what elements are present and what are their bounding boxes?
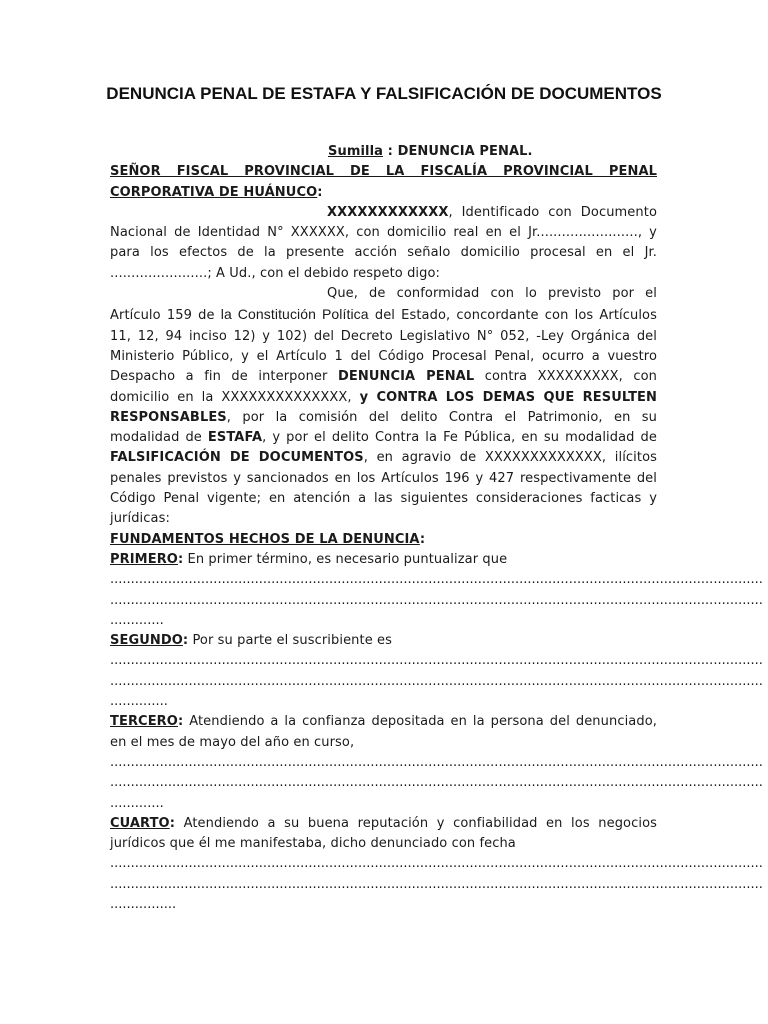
item-label: TERCERO [110,714,178,730]
item-text: SEGUNDO: Por su parte el suscribiente es [110,633,393,649]
item-label: PRIMERO [110,551,178,567]
falsificacion-emphasis: FALSIFICACIÓN DE DOCUMENTOS [110,450,364,466]
document-body [110,142,763,915]
fill-dots: .............................................................................................................................................................. [110,876,763,892]
item-text: PRIMERO: En primer término, es necesario puntualizar que [110,551,508,567]
fill-dots: .............................................................................................................................................................. [110,653,763,669]
fill-dots: ................ [110,896,177,912]
addressee-colon: : [317,184,323,200]
item-label: CUARTO [110,815,170,831]
fill-dots: .............................................................................................................................................................. [110,673,763,689]
document-title: DENUNCIA PENAL DE ESTAFA Y FALSIFICACIÓN DE DOCUMENTOS [106,84,662,103]
fill-dots: ............. [110,612,164,628]
item-cuarto [110,814,763,915]
constitution-reference: la Constitución Política [220,306,369,323]
item-segundo [110,631,763,712]
item-tercero [110,712,763,813]
main-paragraph: Que, de conformidad con lo previsto por el Artículo 159 de la Constitución Política del Estado, concordante con los Artículos 11, 12, 94 inciso 12) y 102) del Decreto Legislativo N° 052, -Ley Orgánica del Ministerio Público, y el Artículo 1 del Código Procesal Penal, ocurro a vuestro Despacho a fin de interponer DENUNCIA PENAL contra XXXXXXXXX, con domicilio en la XXXXXXXXXXXXXX, y CONTRA LOS DEMAS QUE RESULTEN RESPONSABLES, por la comisión del delito Contra el Patrimonio, en su modalidad de ESTAFA, y por el delito Contra la Fe Pública, en su modalidad de FALSIFICACIÓN DE DOCUMENTOS, en agravio de XXXXXXXXXXXXX, ilícitos penales previstos y sancionados en los Artículos 196 y 427 respectivamente del Código Penal vigente; en atención a las siguientes consideraciones facticas y jurídicas: [110,286,658,527]
section-heading: FUNDAMENTOS HECHOS DE LA DENUNCIA: [110,531,426,547]
addressee-text: SEÑOR FISCAL PROVINCIAL DE LA FISCALÍA PROVINCIAL PENAL CORPORATIVA DE HUÁNUCO [110,164,657,200]
responsables-emphasis: y CONTRA LOS DEMAS QUE RESULTEN RESPONSABLES [110,389,658,425]
fill-dots: .............. [110,694,168,710]
fill-dots: .............................................................................................................................................................. [110,754,763,770]
fill-dots: ............. [110,795,164,811]
denuncia-penal-emphasis: DENUNCIA PENAL [337,369,475,385]
addressee [110,162,657,203]
item-primero [110,550,763,631]
fill-dots: .............................................................................................................................................................. [110,592,763,608]
fill-dots: .............................................................................................................................................................. [110,572,763,588]
fill-dots: .............................................................................................................................................................. [110,775,763,791]
estafa-emphasis: ESTAFA [207,430,263,446]
complainant-name: XXXXXXXXXXXX [327,204,449,220]
sumilla-text: : DENUNCIA PENAL. [383,144,533,159]
intro-paragraph: XXXXXXXXXXXX, Identificado con Documento Nacional de Identidad N° XXXXXX, con domicilio real en el Jr........................, y para los efectos de la presente acción señalo domicilio procesal en el Jr. .......................; A Ud., con el debido respeto digo: [110,204,657,281]
section-heading-text: FUNDAMENTOS HECHOS DE LA DENUNCIA [110,531,420,547]
fill-dots: .............................................................................................................................................................. [110,856,763,872]
item-text: CUARTO: Atendiendo a su buena reputación y confiabilidad en los negocios jurídicos que él me manifestaba, dicho denunciado con fecha [110,815,657,852]
sumilla-line [110,142,657,162]
sumilla-label: Sumilla [328,144,384,159]
item-text: TERCERO: Atendiendo a la confianza depositada en la persona del denunciado, en el mes de mayo del año en curso, [110,714,657,750]
item-label: SEGUNDO [110,633,183,649]
